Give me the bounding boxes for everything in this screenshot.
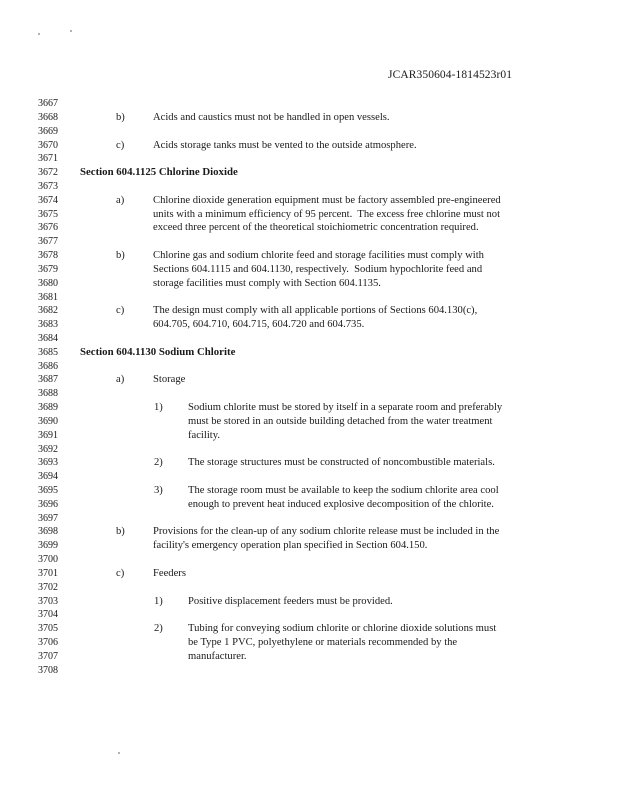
- item-text-line: Chlorine gas and sodium chlorite feed and storage facilities must comply with: [153, 250, 484, 261]
- line-number: 3689: [38, 402, 58, 413]
- line-number: 3688: [38, 388, 58, 400]
- line-number: 3675: [38, 208, 58, 220]
- item-label: c): [116, 139, 125, 151]
- line-number: 3677: [38, 236, 58, 248]
- item-label: a): [116, 194, 125, 206]
- line-number: 3669: [38, 125, 58, 137]
- subitem-text-line: be Type 1 PVC, polyethylene or materials recommended by the: [188, 637, 458, 648]
- line-number: 3694: [38, 471, 58, 483]
- item-text-line: units with a minimum efficiency of 95 percent. The excess free chlorine must not: [153, 208, 501, 220]
- item-text-line: The design must comply with all applicable portions of Sections 604.130(c),: [153, 305, 478, 317]
- subitem-label: 3): [154, 485, 163, 496]
- line-number: 3702: [38, 581, 58, 593]
- line-number: 3706: [38, 637, 58, 648]
- subitem-text-line: facility.: [188, 429, 220, 441]
- scan-speck: [118, 752, 120, 754]
- item-label: b): [116, 526, 125, 538]
- item-text: Feeders: [153, 567, 186, 579]
- line-number: 3699: [38, 540, 58, 552]
- line-number: 3681: [38, 291, 58, 303]
- line-number: 3700: [38, 554, 58, 566]
- item-text-line: 604.705, 604.710, 604.715, 604.720 and 604.735.: [153, 319, 365, 331]
- subitem-label: 2): [154, 623, 163, 635]
- line-number: 3691: [38, 429, 58, 441]
- line-number: 3684: [38, 332, 58, 344]
- subitem-text-line: The storage room must be available to keep the sodium chlorite area cool: [188, 485, 499, 496]
- subitem-text-line: Sodium chlorite must be stored by itself in a separate room and preferably: [188, 402, 503, 413]
- subitem-label: 1): [154, 402, 163, 413]
- line-number: 3704: [38, 609, 58, 621]
- subitem-text-line: Positive displacement feeders must be provided.: [188, 595, 393, 607]
- item-text-line: storage facilities must comply with Section 604.1135.: [153, 277, 381, 289]
- line-number: 3670: [38, 139, 58, 151]
- line-number: 3678: [38, 250, 58, 261]
- subitem-text-line: The storage structures must be constructed of noncombustible materials.: [188, 457, 495, 469]
- line-number: 3698: [38, 526, 58, 538]
- line-number: 3679: [38, 263, 58, 275]
- document-id-header: JCAR350604-1814523r01: [388, 69, 513, 81]
- subitem-text-line: manufacturer.: [188, 650, 247, 662]
- line-number: 3708: [38, 664, 58, 676]
- line-number: 3685: [38, 346, 58, 358]
- item-text-line: Chlorine dioxide generation equipment must be factory assembled pre-engineered: [153, 194, 501, 206]
- item-label: c): [116, 567, 125, 579]
- subitem-label: 2): [154, 457, 163, 469]
- item-text-line: Sections 604.1115 and 604.1130, respectively. Sodium hypochlorite feed and: [153, 263, 483, 275]
- item-label: b): [116, 250, 125, 261]
- line-number: 3673: [38, 180, 58, 192]
- item-label: c): [116, 305, 125, 317]
- line-number: 3707: [38, 650, 58, 662]
- item-text: Acids storage tanks must be vented to the outside atmosphere.: [153, 139, 417, 151]
- line-number: 3686: [38, 360, 58, 372]
- line-number: 3705: [38, 623, 58, 635]
- line-number: 3696: [38, 498, 58, 510]
- line-number: 3667: [38, 98, 58, 109]
- item-text-line: Provisions for the clean-up of any sodium chlorite release must be included in the: [153, 526, 500, 538]
- item-text: Acids and caustics must not be handled in open vessels.: [153, 111, 390, 123]
- line-number: 3683: [38, 319, 58, 331]
- line-number: 3676: [38, 222, 58, 234]
- item-text-line: exceed three percent of the theoretical stoichiometric concentration required.: [153, 222, 479, 234]
- line-number: 3690: [38, 415, 58, 427]
- line-number: 3695: [38, 485, 58, 496]
- line-number: 3671: [38, 153, 58, 165]
- item-text: Storage: [153, 374, 186, 386]
- item-text-line: facility's emergency operation plan specified in Section 604.150.: [153, 540, 428, 552]
- line-number: 3680: [38, 277, 58, 289]
- line-number: 3701: [38, 567, 58, 579]
- subitem-text-line: must be stored in an outside building detached from the water treatment: [188, 415, 493, 427]
- item-label: a): [116, 374, 125, 386]
- line-number: 3668: [38, 111, 58, 123]
- section-heading: Section 604.1125 Chlorine Dioxide: [80, 166, 238, 179]
- line-number: 3674: [38, 194, 58, 206]
- line-number: 3692: [38, 443, 58, 455]
- scan-speck: [70, 30, 72, 32]
- line-number: 3703: [38, 595, 58, 607]
- line-number: 3693: [38, 457, 58, 469]
- item-label: b): [116, 111, 125, 123]
- line-number: 3687: [38, 374, 58, 386]
- subitem-label: 1): [154, 595, 163, 607]
- line-number: 3697: [38, 512, 58, 524]
- section-heading: Section 604.1130 Sodium Chlorite: [80, 345, 236, 358]
- scan-speck: [38, 33, 40, 35]
- line-number: 3682: [38, 305, 58, 317]
- subitem-text-line: Tubing for conveying sodium chlorite or chlorine dioxide solutions must: [188, 623, 497, 635]
- line-number: 3672: [38, 167, 58, 179]
- subitem-text-line: enough to prevent heat induced explosive decomposition of the chlorite.: [188, 498, 494, 510]
